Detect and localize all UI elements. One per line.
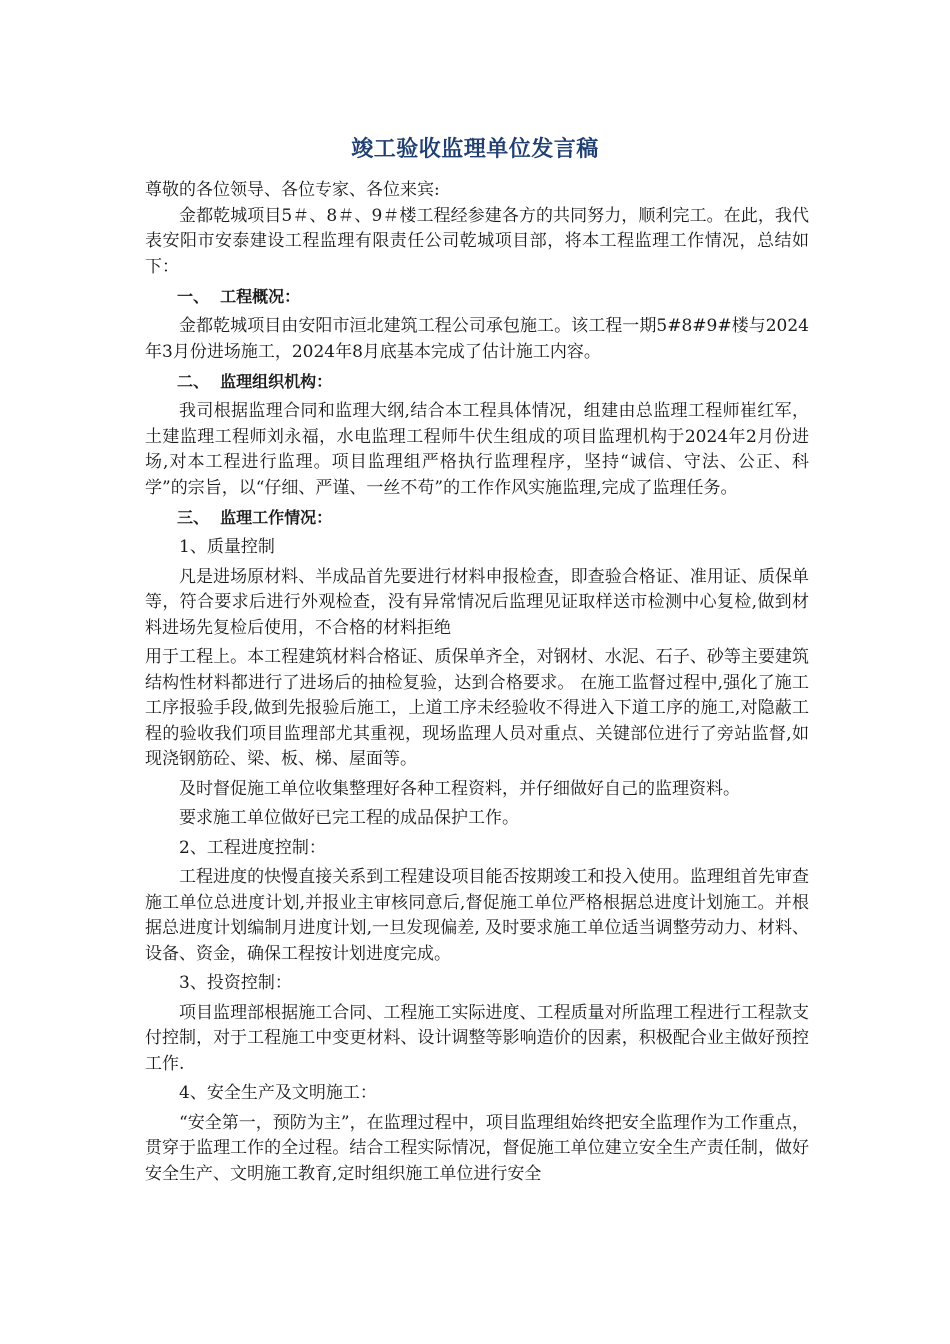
document-body — [145, 178, 809, 1187]
document-title: 竣工验收监理单位发言稿 — [351, 137, 599, 162]
subsection-label-quality: 1、质量控制 — [179, 537, 275, 557]
intro-paragraph: 金都乾城项目5＃、8＃、9＃楼工程经参建各方的共同努力，顺利完工。在此，我代表安阳市安泰建设工程监理有限责任公司乾城项目部，将本工程监理工作情况，总结如下： — [145, 205, 809, 277]
quality-paragraph-2: 用于工程上。本工程建筑材料合格证、质保单齐全，对钢材、水泥、石子、砂等主要建筑结构性材料都进行了进场后的抽检复验，达到合格要求。 在施工监督过程中,强化了施工工序报验手段,做到先报验后施工，上道工序未经验收不得进入下道工序的施工,对隐蔽工程的验收我们项目监理部尤其重视，现场监理人员对重点、关键部位进行了旁站监督,如现浇钢筋砼、梁、板、梯、屋面等。 — [145, 647, 809, 769]
quality-paragraph-1: 凡是进场原材料、半成品首先要进行材料申报检查，即查验合格证、准用证、质保单等，符合要求后进行外观检查，没有异常情况后监理见证取样送市检测中心复检,做到材料进场先复检后使用，不合格的材料拒绝 — [145, 566, 809, 638]
subsection-label-safety: 4、安全生产及文明施工： — [179, 1083, 377, 1103]
section-heading-organization: 二、 监理组织机构： — [177, 372, 333, 391]
subsection-label-schedule: 2、工程进度控制： — [179, 837, 326, 858]
investment-paragraph: 项目监理部根据施工合同、工程施工实际进度、工程质量对所监理工程进行工程款支付控制，对于工程施工中变更材料、设计调整等影响造价的因素，积极配合业主做好预控工作. — [145, 1002, 809, 1074]
subsection-label-investment: 3、投资控制： — [179, 973, 292, 993]
schedule-paragraph: 工程进度的快慢直接关系到工程建设项目能否按期竣工和投入使用。监理组首先审查施工单位总进度计划,并报业主审核同意后,督促施工单位严格根据总进度计划施工。并根据总进度计划编制月进度计划,一旦发现偏差, 及时要求施工单位适当调整劳动力、材料、设备、资金，确保工程按计划进度完成。 — [145, 867, 809, 964]
overview-paragraph: 金都乾城项目由安阳市洹北建筑工程公司承包施工。该工程一期5#8#9#楼与2024年3月份进场施工，2024年8月底基本完成了估计施工内容。 — [145, 316, 809, 362]
organization-paragraph: 我司根据监理合同和监理大纲,结合本工程具体情况，组建由总监理工程师崔红军，土建监理工程师刘永福，水电监理工程师牛伏生组成的项目监理机构于2024年2月份进场,对本工程进行监理。项目监理组严格执行监理程序，坚持“诚信、守法、公正、科学”的宗旨，以“仔细、严谨、一丝不苟”的工作作风实施监理,完成了监理任务。 — [145, 401, 809, 498]
safety-paragraph: “安全第一，预防为主”，在监理过程中，项目监理组始终把安全监理作为工作重点，贯穿于监理工作的全过程。结合工程实际情况，督促施工单位建立安全生产责任制，做好安全生产、文明施工教育,定时组织施工单位进行安全 — [145, 1112, 809, 1184]
quality-paragraph-4: 要求施工单位做好已完工程的成品保护工作。 — [179, 808, 519, 828]
section-heading-overview: 一、 工程概况： — [177, 287, 301, 306]
quality-paragraph-3: 及时督促施工单位收集整理好各种工程资料，并仔细做好自己的监理资料。 — [179, 778, 740, 799]
greeting: 尊敬的各位领导、各位专家、各位来宾: — [145, 180, 440, 200]
section-heading-work: 三、 监理工作情况： — [177, 508, 333, 527]
